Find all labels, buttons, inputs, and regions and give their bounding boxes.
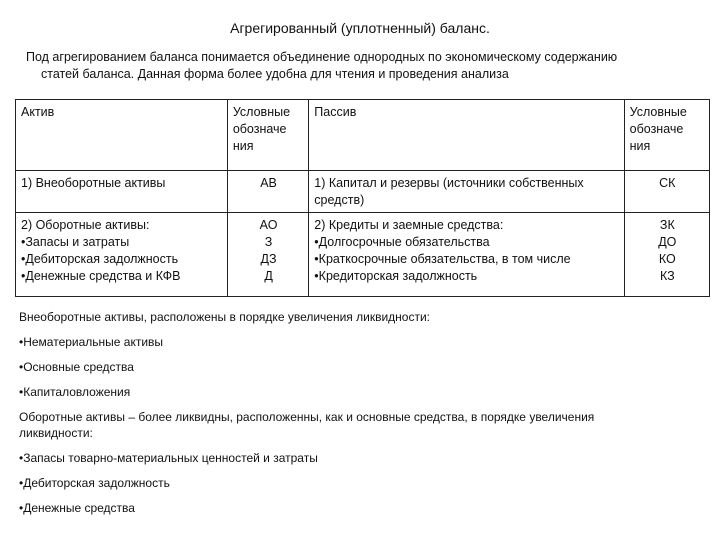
- header-symbols-right-line: Условные: [629, 105, 687, 119]
- row2-code-left: З: [264, 235, 273, 249]
- balance-table: [15, 99, 710, 297]
- list-item: •Денежные средства: [19, 501, 135, 515]
- row2-passiv: [309, 213, 624, 297]
- header-symbols-right: [624, 100, 709, 171]
- list-item: •Запасы товарно-материальных ценностей и затраты: [19, 451, 318, 465]
- row2-code-right: КО: [658, 252, 676, 266]
- list-item: •Нематериальные активы: [19, 335, 164, 349]
- row2-passiv-line: •Долгосрочные обязательства: [314, 235, 490, 249]
- header-symbols-left-line: ния: [232, 139, 254, 153]
- row2-passiv-line: •Краткосрочные обязательства, в том числе: [314, 252, 571, 266]
- row1-aktiv: 1) Внеоборотные активы: [16, 171, 228, 213]
- notes-paragraph-2-line: ликвидности:: [19, 426, 93, 440]
- row2-code-right: КЗ: [659, 269, 675, 283]
- row1-code-left: АВ: [227, 171, 308, 213]
- row2-codes-right: [624, 213, 709, 297]
- header-symbols-left-line: обозначе: [232, 122, 287, 136]
- row2-aktiv: [16, 213, 228, 297]
- row1-passiv: [309, 171, 624, 213]
- table-header-row: [16, 100, 710, 171]
- row2-code-right: ДО: [658, 235, 677, 249]
- row2-passiv-line: 2) Кредиты и заемные средства:: [314, 218, 504, 232]
- intro-paragraph: [26, 49, 706, 83]
- row2-passiv-line: •Кредиторская задолжность: [314, 269, 478, 283]
- table-row: [16, 171, 710, 213]
- list-item: •Капиталовложения: [19, 385, 131, 399]
- row1-passiv-line: средств): [314, 193, 365, 207]
- notes-paragraph-2: [19, 409, 709, 441]
- header-symbols-right-line: ния: [629, 139, 651, 153]
- row2-code-left: АО: [259, 218, 278, 232]
- notes-paragraph-2-line: Оборотные активы – более ликвидны, расположенны, как и основные средства, в порядке увеличения: [19, 410, 595, 424]
- header-aktiv: Актив: [16, 100, 228, 171]
- intro-line-1: Под агрегированием баланса понимается объединение однородных по экономическому содержанию: [26, 50, 618, 64]
- row2-aktiv-line: •Запасы и затраты: [21, 235, 130, 249]
- header-symbols-left: [227, 100, 308, 171]
- table-row: [16, 213, 710, 297]
- header-passiv: Пассив: [309, 100, 624, 171]
- notes-section: [19, 309, 709, 516]
- notes-paragraph-1: Внеоборотные активы, расположены в порядке увеличения ликвидности:: [19, 310, 430, 324]
- row2-aktiv-line: •Дебиторская задолжность: [21, 252, 179, 266]
- header-symbols-left-line: Условные: [232, 105, 291, 119]
- intro-line-2: статей баланса. Данная форма более удобна для чтения и проведения анализа: [41, 67, 509, 81]
- row1-code-right: СК: [624, 171, 709, 213]
- header-symbols-right-line: обозначе: [629, 122, 684, 136]
- row2-code-left: Д: [264, 269, 273, 283]
- list-item: •Дебиторская задолжность: [19, 476, 170, 490]
- row2-aktiv-line: •Денежные средства и КФВ: [21, 269, 181, 283]
- row2-aktiv-line: 2) Оборотные активы:: [21, 218, 150, 232]
- page-title: Агрегированный (уплотненный) баланс.: [230, 20, 490, 36]
- row1-passiv-line: 1) Капитал и резервы (источники собственных: [314, 176, 584, 190]
- row2-codes-left: [227, 213, 308, 297]
- list-item: •Основные средства: [19, 360, 134, 374]
- row2-code-right: ЗК: [659, 218, 675, 232]
- row2-code-left: ДЗ: [260, 252, 277, 266]
